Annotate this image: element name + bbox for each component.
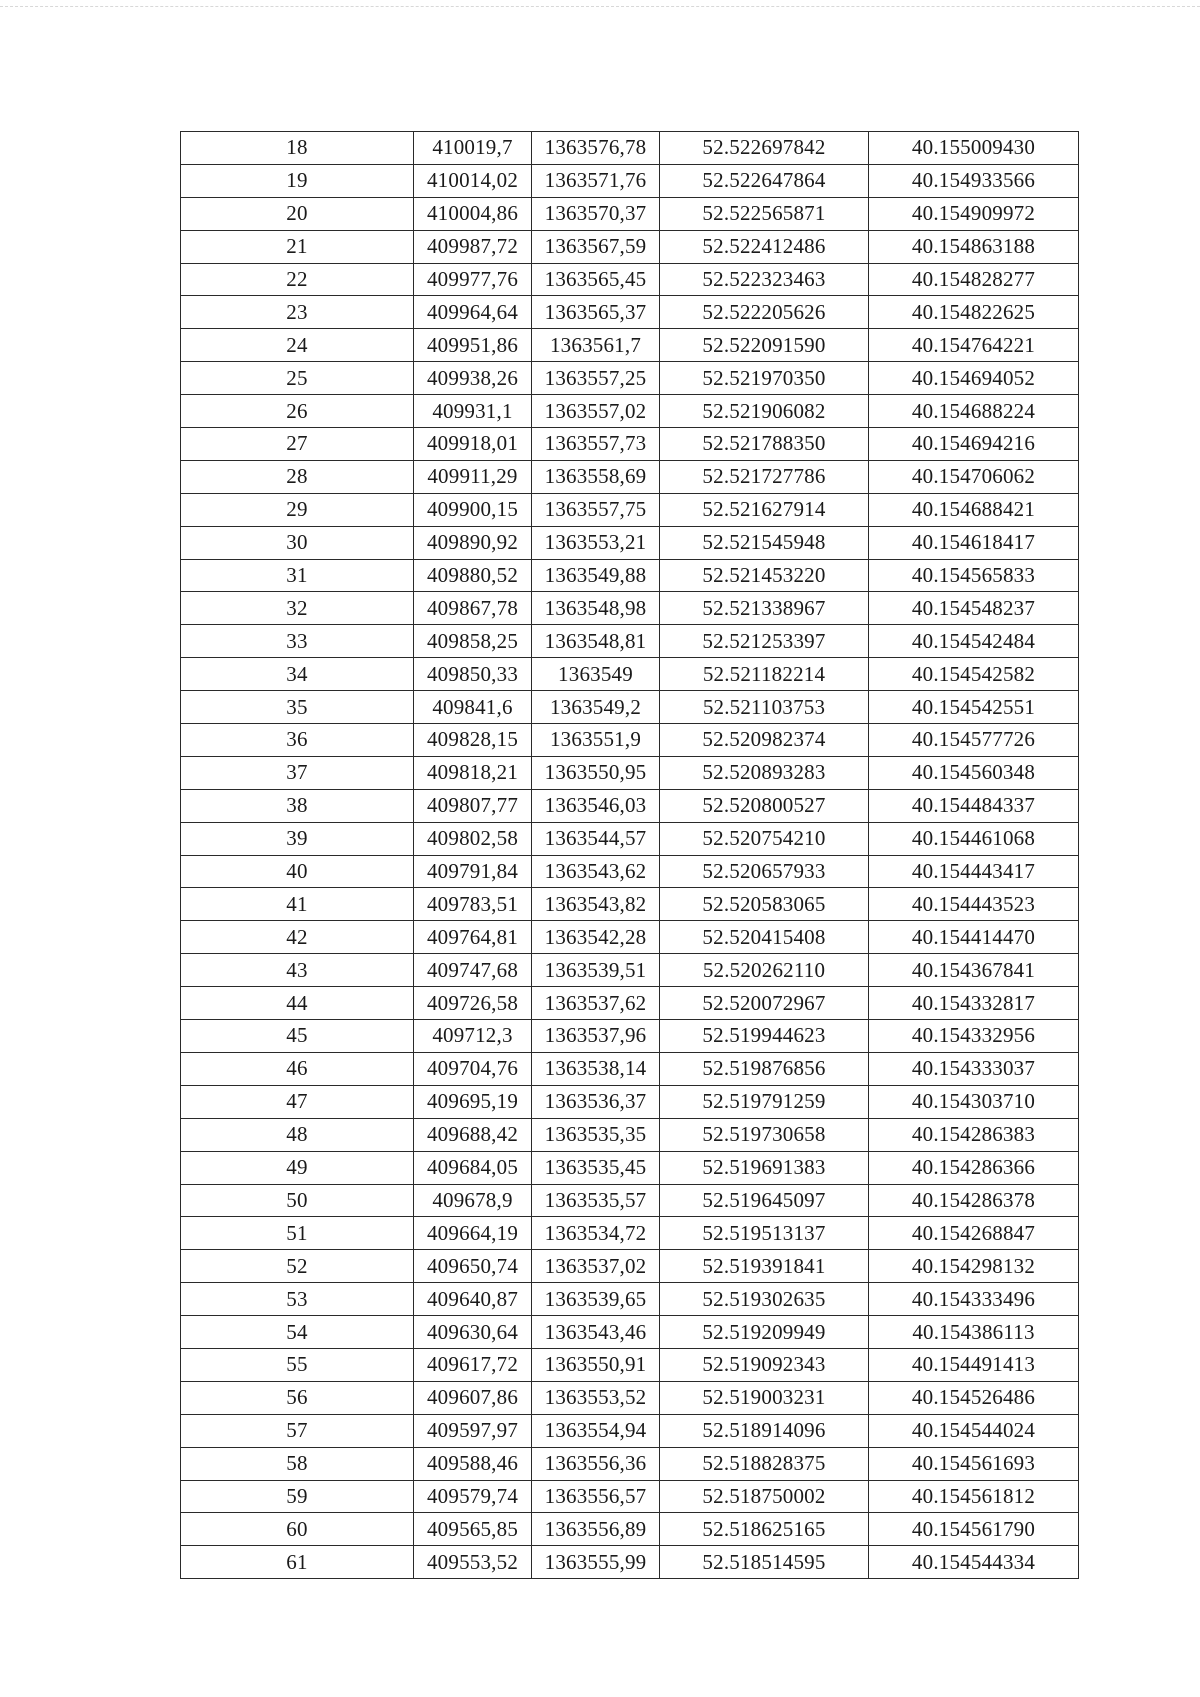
x-coordinate-cell: 409900,15	[414, 493, 532, 526]
y-coordinate-cell: 1363542,28	[532, 921, 660, 954]
point-number-cell: 35	[181, 691, 414, 724]
table-row	[181, 756, 1079, 789]
latitude-cell: 52.521627914	[660, 493, 869, 526]
latitude-cell: 52.520893283	[660, 756, 869, 789]
x-coordinate-cell: 410019,7	[414, 132, 532, 165]
x-coordinate-cell: 409764,81	[414, 921, 532, 954]
y-coordinate-cell: 1363535,45	[532, 1151, 660, 1184]
longitude-cell: 40.154688421	[869, 493, 1079, 526]
latitude-cell: 52.519391841	[660, 1250, 869, 1283]
table-row	[181, 1184, 1079, 1217]
table-row	[181, 921, 1079, 954]
longitude-cell: 40.154332817	[869, 987, 1079, 1020]
x-coordinate-cell: 409640,87	[414, 1283, 532, 1316]
table-row	[181, 1447, 1079, 1480]
longitude-cell: 40.154286383	[869, 1118, 1079, 1151]
point-number-cell: 50	[181, 1184, 414, 1217]
latitude-cell: 52.522697842	[660, 132, 869, 165]
latitude-cell: 52.520072967	[660, 987, 869, 1020]
table-row	[181, 559, 1079, 592]
table-row	[181, 362, 1079, 395]
table-row	[181, 855, 1079, 888]
point-number-cell: 25	[181, 362, 414, 395]
x-coordinate-cell: 409783,51	[414, 888, 532, 921]
latitude-cell: 52.521906082	[660, 395, 869, 428]
y-coordinate-cell: 1363556,89	[532, 1513, 660, 1546]
x-coordinate-cell: 409565,85	[414, 1513, 532, 1546]
latitude-cell: 52.522565871	[660, 197, 869, 230]
point-number-cell: 27	[181, 428, 414, 461]
latitude-cell: 52.520583065	[660, 888, 869, 921]
x-coordinate-cell: 409579,74	[414, 1480, 532, 1513]
point-number-cell: 33	[181, 625, 414, 658]
longitude-cell: 40.154548237	[869, 592, 1079, 625]
point-number-cell: 40	[181, 855, 414, 888]
y-coordinate-cell: 1363537,02	[532, 1250, 660, 1283]
longitude-cell: 40.154332956	[869, 1020, 1079, 1053]
y-coordinate-cell: 1363570,37	[532, 197, 660, 230]
x-coordinate-cell: 409630,64	[414, 1316, 532, 1349]
y-coordinate-cell: 1363534,72	[532, 1217, 660, 1250]
longitude-cell: 40.154544024	[869, 1414, 1079, 1447]
longitude-cell: 40.154828277	[869, 263, 1079, 296]
latitude-cell: 52.519092343	[660, 1348, 869, 1381]
y-coordinate-cell: 1363546,03	[532, 789, 660, 822]
point-number-cell: 24	[181, 329, 414, 362]
x-coordinate-cell: 409977,76	[414, 263, 532, 296]
table-row	[181, 132, 1079, 165]
y-coordinate-cell: 1363557,02	[532, 395, 660, 428]
latitude-cell: 52.520982374	[660, 724, 869, 757]
latitude-cell: 52.520657933	[660, 855, 869, 888]
x-coordinate-cell: 409802,58	[414, 822, 532, 855]
table-row	[181, 329, 1079, 362]
y-coordinate-cell: 1363543,82	[532, 888, 660, 921]
y-coordinate-cell: 1363557,73	[532, 428, 660, 461]
latitude-cell: 52.522091590	[660, 329, 869, 362]
x-coordinate-cell: 409607,86	[414, 1381, 532, 1414]
longitude-cell: 40.154542582	[869, 658, 1079, 691]
y-coordinate-cell: 1363535,35	[532, 1118, 660, 1151]
point-number-cell: 43	[181, 954, 414, 987]
y-coordinate-cell: 1363549	[532, 658, 660, 691]
longitude-cell: 40.154560348	[869, 756, 1079, 789]
longitude-cell: 40.154443417	[869, 855, 1079, 888]
latitude-cell: 52.521970350	[660, 362, 869, 395]
table-row	[181, 691, 1079, 724]
point-number-cell: 34	[181, 658, 414, 691]
latitude-cell: 52.521788350	[660, 428, 869, 461]
table-row	[181, 987, 1079, 1020]
y-coordinate-cell: 1363551,9	[532, 724, 660, 757]
table-row	[181, 1151, 1079, 1184]
point-number-cell: 31	[181, 559, 414, 592]
x-coordinate-cell: 409841,6	[414, 691, 532, 724]
point-number-cell: 28	[181, 460, 414, 493]
table-row	[181, 395, 1079, 428]
table-row	[181, 1414, 1079, 1447]
latitude-cell: 52.519944623	[660, 1020, 869, 1053]
longitude-cell: 40.154542551	[869, 691, 1079, 724]
longitude-cell: 40.154561790	[869, 1513, 1079, 1546]
x-coordinate-cell: 409553,52	[414, 1546, 532, 1579]
latitude-cell: 52.518514595	[660, 1546, 869, 1579]
point-number-cell: 55	[181, 1348, 414, 1381]
x-coordinate-cell: 409890,92	[414, 526, 532, 559]
x-coordinate-cell: 409726,58	[414, 987, 532, 1020]
longitude-cell: 40.154386113	[869, 1316, 1079, 1349]
y-coordinate-cell: 1363536,37	[532, 1085, 660, 1118]
x-coordinate-cell: 409938,26	[414, 362, 532, 395]
table-row	[181, 460, 1079, 493]
table-row	[181, 428, 1079, 461]
longitude-cell: 40.154286366	[869, 1151, 1079, 1184]
x-coordinate-cell: 409964,64	[414, 296, 532, 329]
x-coordinate-cell: 409918,01	[414, 428, 532, 461]
latitude-cell: 52.521545948	[660, 526, 869, 559]
table-row	[181, 1480, 1079, 1513]
longitude-cell: 40.154491413	[869, 1348, 1079, 1381]
longitude-cell: 40.154909972	[869, 197, 1079, 230]
latitude-cell: 52.519691383	[660, 1151, 869, 1184]
latitude-cell: 52.518828375	[660, 1447, 869, 1480]
y-coordinate-cell: 1363557,25	[532, 362, 660, 395]
longitude-cell: 40.154542484	[869, 625, 1079, 658]
point-number-cell: 56	[181, 1381, 414, 1414]
coordinates-table-body	[181, 132, 1079, 1579]
latitude-cell: 52.518625165	[660, 1513, 869, 1546]
latitude-cell: 52.519876856	[660, 1052, 869, 1085]
x-coordinate-cell: 409828,15	[414, 724, 532, 757]
latitude-cell: 52.521338967	[660, 592, 869, 625]
latitude-cell: 52.522647864	[660, 164, 869, 197]
x-coordinate-cell: 410004,86	[414, 197, 532, 230]
x-coordinate-cell: 409807,77	[414, 789, 532, 822]
latitude-cell: 52.521103753	[660, 691, 869, 724]
table-row	[181, 1250, 1079, 1283]
longitude-cell: 40.154298132	[869, 1250, 1079, 1283]
coordinates-table	[180, 131, 1079, 1579]
y-coordinate-cell: 1363561,7	[532, 329, 660, 362]
point-number-cell: 21	[181, 230, 414, 263]
longitude-cell: 40.154561812	[869, 1480, 1079, 1513]
latitude-cell: 52.522412486	[660, 230, 869, 263]
longitude-cell: 40.154565833	[869, 559, 1079, 592]
latitude-cell: 52.519003231	[660, 1381, 869, 1414]
y-coordinate-cell: 1363543,46	[532, 1316, 660, 1349]
y-coordinate-cell: 1363537,62	[532, 987, 660, 1020]
x-coordinate-cell: 409712,3	[414, 1020, 532, 1053]
y-coordinate-cell: 1363565,45	[532, 263, 660, 296]
y-coordinate-cell: 1363535,57	[532, 1184, 660, 1217]
latitude-cell: 52.519209949	[660, 1316, 869, 1349]
latitude-cell: 52.521253397	[660, 625, 869, 658]
y-coordinate-cell: 1363548,98	[532, 592, 660, 625]
x-coordinate-cell: 409987,72	[414, 230, 532, 263]
table-row	[181, 1348, 1079, 1381]
y-coordinate-cell: 1363556,36	[532, 1447, 660, 1480]
table-row	[181, 822, 1079, 855]
y-coordinate-cell: 1363539,51	[532, 954, 660, 987]
y-coordinate-cell: 1363538,14	[532, 1052, 660, 1085]
longitude-cell: 40.154443523	[869, 888, 1079, 921]
point-number-cell: 23	[181, 296, 414, 329]
point-number-cell: 22	[181, 263, 414, 296]
latitude-cell: 52.520800527	[660, 789, 869, 822]
latitude-cell: 52.520262110	[660, 954, 869, 987]
table-row	[181, 1118, 1079, 1151]
longitude-cell: 40.154461068	[869, 822, 1079, 855]
point-number-cell: 20	[181, 197, 414, 230]
point-number-cell: 61	[181, 1546, 414, 1579]
point-number-cell: 41	[181, 888, 414, 921]
table-row	[181, 230, 1079, 263]
longitude-cell: 40.154367841	[869, 954, 1079, 987]
point-number-cell: 42	[181, 921, 414, 954]
longitude-cell: 40.154577726	[869, 724, 1079, 757]
table-row	[181, 164, 1079, 197]
point-number-cell: 60	[181, 1513, 414, 1546]
table-row	[181, 263, 1079, 296]
y-coordinate-cell: 1363556,57	[532, 1480, 660, 1513]
y-coordinate-cell: 1363557,75	[532, 493, 660, 526]
table-row	[181, 888, 1079, 921]
x-coordinate-cell: 409597,97	[414, 1414, 532, 1447]
y-coordinate-cell: 1363539,65	[532, 1283, 660, 1316]
longitude-cell: 40.154618417	[869, 526, 1079, 559]
x-coordinate-cell: 409911,29	[414, 460, 532, 493]
y-coordinate-cell: 1363553,52	[532, 1381, 660, 1414]
point-number-cell: 29	[181, 493, 414, 526]
point-number-cell: 26	[181, 395, 414, 428]
table-row	[181, 1283, 1079, 1316]
latitude-cell: 52.521453220	[660, 559, 869, 592]
latitude-cell: 52.519791259	[660, 1085, 869, 1118]
table-row	[181, 592, 1079, 625]
longitude-cell: 40.154863188	[869, 230, 1079, 263]
y-coordinate-cell: 1363553,21	[532, 526, 660, 559]
table-row	[181, 296, 1079, 329]
longitude-cell: 40.154303710	[869, 1085, 1079, 1118]
longitude-cell: 40.155009430	[869, 132, 1079, 165]
x-coordinate-cell: 409684,05	[414, 1151, 532, 1184]
x-coordinate-cell: 409858,25	[414, 625, 532, 658]
scan-edge-line	[0, 6, 1200, 7]
point-number-cell: 44	[181, 987, 414, 1020]
longitude-cell: 40.154688224	[869, 395, 1079, 428]
x-coordinate-cell: 409880,52	[414, 559, 532, 592]
table-row	[181, 1546, 1079, 1579]
point-number-cell: 59	[181, 1480, 414, 1513]
table-row	[181, 1020, 1079, 1053]
x-coordinate-cell: 409695,19	[414, 1085, 532, 1118]
x-coordinate-cell: 409588,46	[414, 1447, 532, 1480]
point-number-cell: 38	[181, 789, 414, 822]
table-row	[181, 954, 1079, 987]
longitude-cell: 40.154933566	[869, 164, 1079, 197]
longitude-cell: 40.154286378	[869, 1184, 1079, 1217]
x-coordinate-cell: 409931,1	[414, 395, 532, 428]
x-coordinate-cell: 409704,76	[414, 1052, 532, 1085]
table-row	[181, 197, 1079, 230]
x-coordinate-cell: 409688,42	[414, 1118, 532, 1151]
point-number-cell: 47	[181, 1085, 414, 1118]
x-coordinate-cell: 409818,21	[414, 756, 532, 789]
table-row	[181, 724, 1079, 757]
table-row	[181, 493, 1079, 526]
point-number-cell: 58	[181, 1447, 414, 1480]
longitude-cell: 40.154333496	[869, 1283, 1079, 1316]
y-coordinate-cell: 1363549,2	[532, 691, 660, 724]
y-coordinate-cell: 1363544,57	[532, 822, 660, 855]
table-row	[181, 1381, 1079, 1414]
table-row	[181, 789, 1079, 822]
y-coordinate-cell: 1363554,94	[532, 1414, 660, 1447]
longitude-cell: 40.154414470	[869, 921, 1079, 954]
latitude-cell: 52.519730658	[660, 1118, 869, 1151]
longitude-cell: 40.154694052	[869, 362, 1079, 395]
x-coordinate-cell: 409678,9	[414, 1184, 532, 1217]
longitude-cell: 40.154526486	[869, 1381, 1079, 1414]
point-number-cell: 30	[181, 526, 414, 559]
point-number-cell: 37	[181, 756, 414, 789]
latitude-cell: 52.518914096	[660, 1414, 869, 1447]
longitude-cell: 40.154706062	[869, 460, 1079, 493]
latitude-cell: 52.522205626	[660, 296, 869, 329]
longitude-cell: 40.154764221	[869, 329, 1079, 362]
point-number-cell: 32	[181, 592, 414, 625]
x-coordinate-cell: 409747,68	[414, 954, 532, 987]
y-coordinate-cell: 1363549,88	[532, 559, 660, 592]
y-coordinate-cell: 1363576,78	[532, 132, 660, 165]
longitude-cell: 40.154333037	[869, 1052, 1079, 1085]
longitude-cell: 40.154268847	[869, 1217, 1079, 1250]
y-coordinate-cell: 1363550,95	[532, 756, 660, 789]
latitude-cell: 52.521182214	[660, 658, 869, 691]
point-number-cell: 54	[181, 1316, 414, 1349]
y-coordinate-cell: 1363543,62	[532, 855, 660, 888]
point-number-cell: 36	[181, 724, 414, 757]
y-coordinate-cell: 1363537,96	[532, 1020, 660, 1053]
y-coordinate-cell: 1363567,59	[532, 230, 660, 263]
table-row	[181, 1052, 1079, 1085]
x-coordinate-cell: 409617,72	[414, 1348, 532, 1381]
point-number-cell: 45	[181, 1020, 414, 1053]
x-coordinate-cell: 410014,02	[414, 164, 532, 197]
point-number-cell: 51	[181, 1217, 414, 1250]
table-row	[181, 625, 1079, 658]
point-number-cell: 49	[181, 1151, 414, 1184]
longitude-cell: 40.154822625	[869, 296, 1079, 329]
x-coordinate-cell: 409850,33	[414, 658, 532, 691]
latitude-cell: 52.519645097	[660, 1184, 869, 1217]
latitude-cell: 52.521727786	[660, 460, 869, 493]
y-coordinate-cell: 1363548,81	[532, 625, 660, 658]
point-number-cell: 19	[181, 164, 414, 197]
table-row	[181, 1085, 1079, 1118]
point-number-cell: 18	[181, 132, 414, 165]
x-coordinate-cell: 409650,74	[414, 1250, 532, 1283]
y-coordinate-cell: 1363550,91	[532, 1348, 660, 1381]
x-coordinate-cell: 409664,19	[414, 1217, 532, 1250]
longitude-cell: 40.154561693	[869, 1447, 1079, 1480]
table-row	[181, 1513, 1079, 1546]
longitude-cell: 40.154694216	[869, 428, 1079, 461]
latitude-cell: 52.522323463	[660, 263, 869, 296]
y-coordinate-cell: 1363555,99	[532, 1546, 660, 1579]
point-number-cell: 39	[181, 822, 414, 855]
point-number-cell: 57	[181, 1414, 414, 1447]
table-row	[181, 1316, 1079, 1349]
point-number-cell: 48	[181, 1118, 414, 1151]
table-row	[181, 658, 1079, 691]
longitude-cell: 40.154544334	[869, 1546, 1079, 1579]
y-coordinate-cell: 1363565,37	[532, 296, 660, 329]
point-number-cell: 46	[181, 1052, 414, 1085]
y-coordinate-cell: 1363571,76	[532, 164, 660, 197]
latitude-cell: 52.520754210	[660, 822, 869, 855]
x-coordinate-cell: 409867,78	[414, 592, 532, 625]
table-row	[181, 1217, 1079, 1250]
point-number-cell: 53	[181, 1283, 414, 1316]
x-coordinate-cell: 409951,86	[414, 329, 532, 362]
latitude-cell: 52.518750002	[660, 1480, 869, 1513]
y-coordinate-cell: 1363558,69	[532, 460, 660, 493]
table-row	[181, 526, 1079, 559]
latitude-cell: 52.520415408	[660, 921, 869, 954]
latitude-cell: 52.519302635	[660, 1283, 869, 1316]
latitude-cell: 52.519513137	[660, 1217, 869, 1250]
point-number-cell: 52	[181, 1250, 414, 1283]
x-coordinate-cell: 409791,84	[414, 855, 532, 888]
longitude-cell: 40.154484337	[869, 789, 1079, 822]
